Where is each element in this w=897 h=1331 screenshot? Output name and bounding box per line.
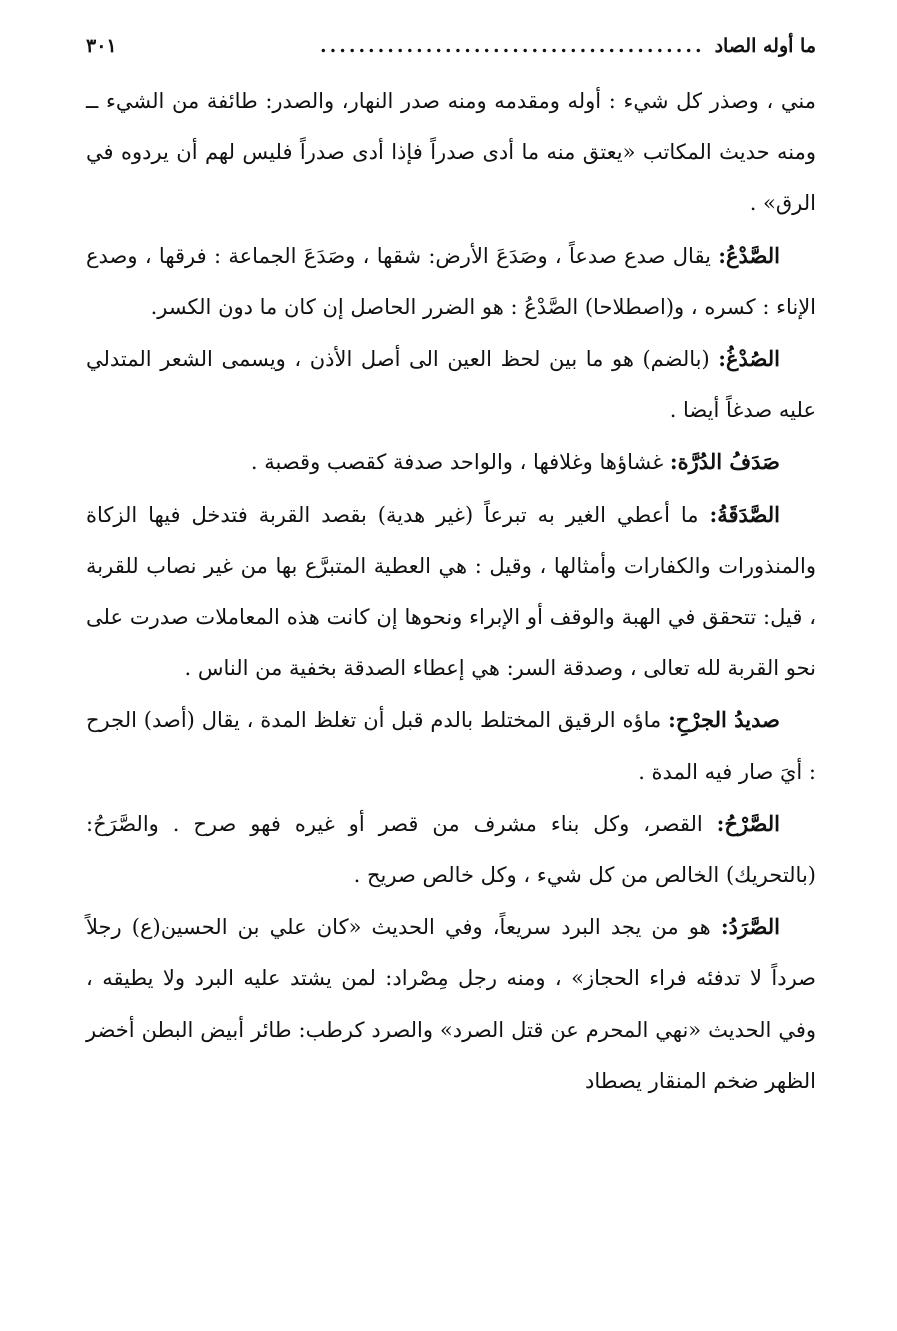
headword: صَدَفُ الدُرَّة: [669,449,780,475]
definition: ماؤه الرقيق المختلط بالدم قبل أن تغلظ المدة ، يقال (أصد) الجرح : أيَ صار فيه المدة . [86,708,816,784]
running-title: ما أوله الصاد [714,35,816,57]
headword: الصَّدَقَةُ: [709,501,780,527]
definition: يقال صدع صدعاً ، وصَدَعَ الأرض: شقها ، وصَدَعَ الجماعة : فرقها ، وصدع الإناء : كسره ، و(اصطلاحا) الصَّدْعُ : هو الضرر الحاصل إن كان ما دون الكسر. [86,243,816,319]
entry-sudgh [86,333,816,436]
leader-dots: ........................................ [319,35,705,57]
entry-sadaqa [86,489,816,695]
page-number: ٣٠١ [86,35,117,57]
headword: الصَّدْعُ: [718,242,780,268]
headword: الصُدْغُ: [718,346,780,372]
headword: الصَّرَدُ: [720,914,780,940]
definition: (بالضم) هو ما بين لحظ العين الى أصل الأذن ، ويسمى الشعر المتدلي عليه صدغاً أيضا . [86,347,816,423]
definition: القصر، وكل بناء مشرف من قصر أو غيره فهو صرح . والصَّرَحُ: (بالتحريك) الخالص من كل شيء ، وكل خالص صريح . [86,811,816,888]
headword: صديدُ الجرْحِ: [668,707,781,733]
definition: ما أعطي الغير به تبرعاً (غير هدية) بقصد القربة فتدخل فيها الزكاة والمنذورات والكفارات وأمثالها ، وقيل : هي العطية المتبرَّع بها من غير نصاب للقربة ، قيل: تتحقق في الهبة والوقف أو الإبراء ونحوها إن كانت هذه المعاملات صدرت على نحو القربة لله تعالى ، وصدقة السر: هي إعطاء الصدقة بخفية من الناس . [86,502,816,681]
running-head [86,30,816,62]
definition: غشاؤها وغلافها ، والواحد صدفة كقصب وقصبة . [250,450,670,475]
headword: الصَّرْحُ: [716,810,780,836]
page [86,30,816,1107]
entry-sadid [86,694,816,797]
entry-sarh [86,798,816,901]
paragraph-continuation [86,76,816,230]
definition: هو من يجد البرد سريعاً، وفي الحديث «كان علي بن الحسين(ع) رجلاً صرداً لا تدفئه فراء الحجاز» ، ومنه رجل مِصْراد: لمن يشتد عليه البرد ولا يطيقه ، وفي الحديث «نهي المحرم عن قتل الصرد» والصرد كرطب: طائر أبيض البطن أخضر الظهر ضخم المنقار يصطاد [86,915,816,1093]
entry-sarad [86,901,816,1107]
entry-sadaf [86,436,816,488]
entry-sadʿ [86,230,816,333]
paragraph-text: مني ، وصذر كل شيء : أوله ومقدمه ومنه صدر النهار، والصدر: طائفة من الشيء ــ ومنه حديث المكاتب «يعتق منه ما أدى صدراً فإذا أدى صدراً فليس لهم أن يردوه في الرق» . [86,89,816,216]
body-text [86,76,816,1107]
